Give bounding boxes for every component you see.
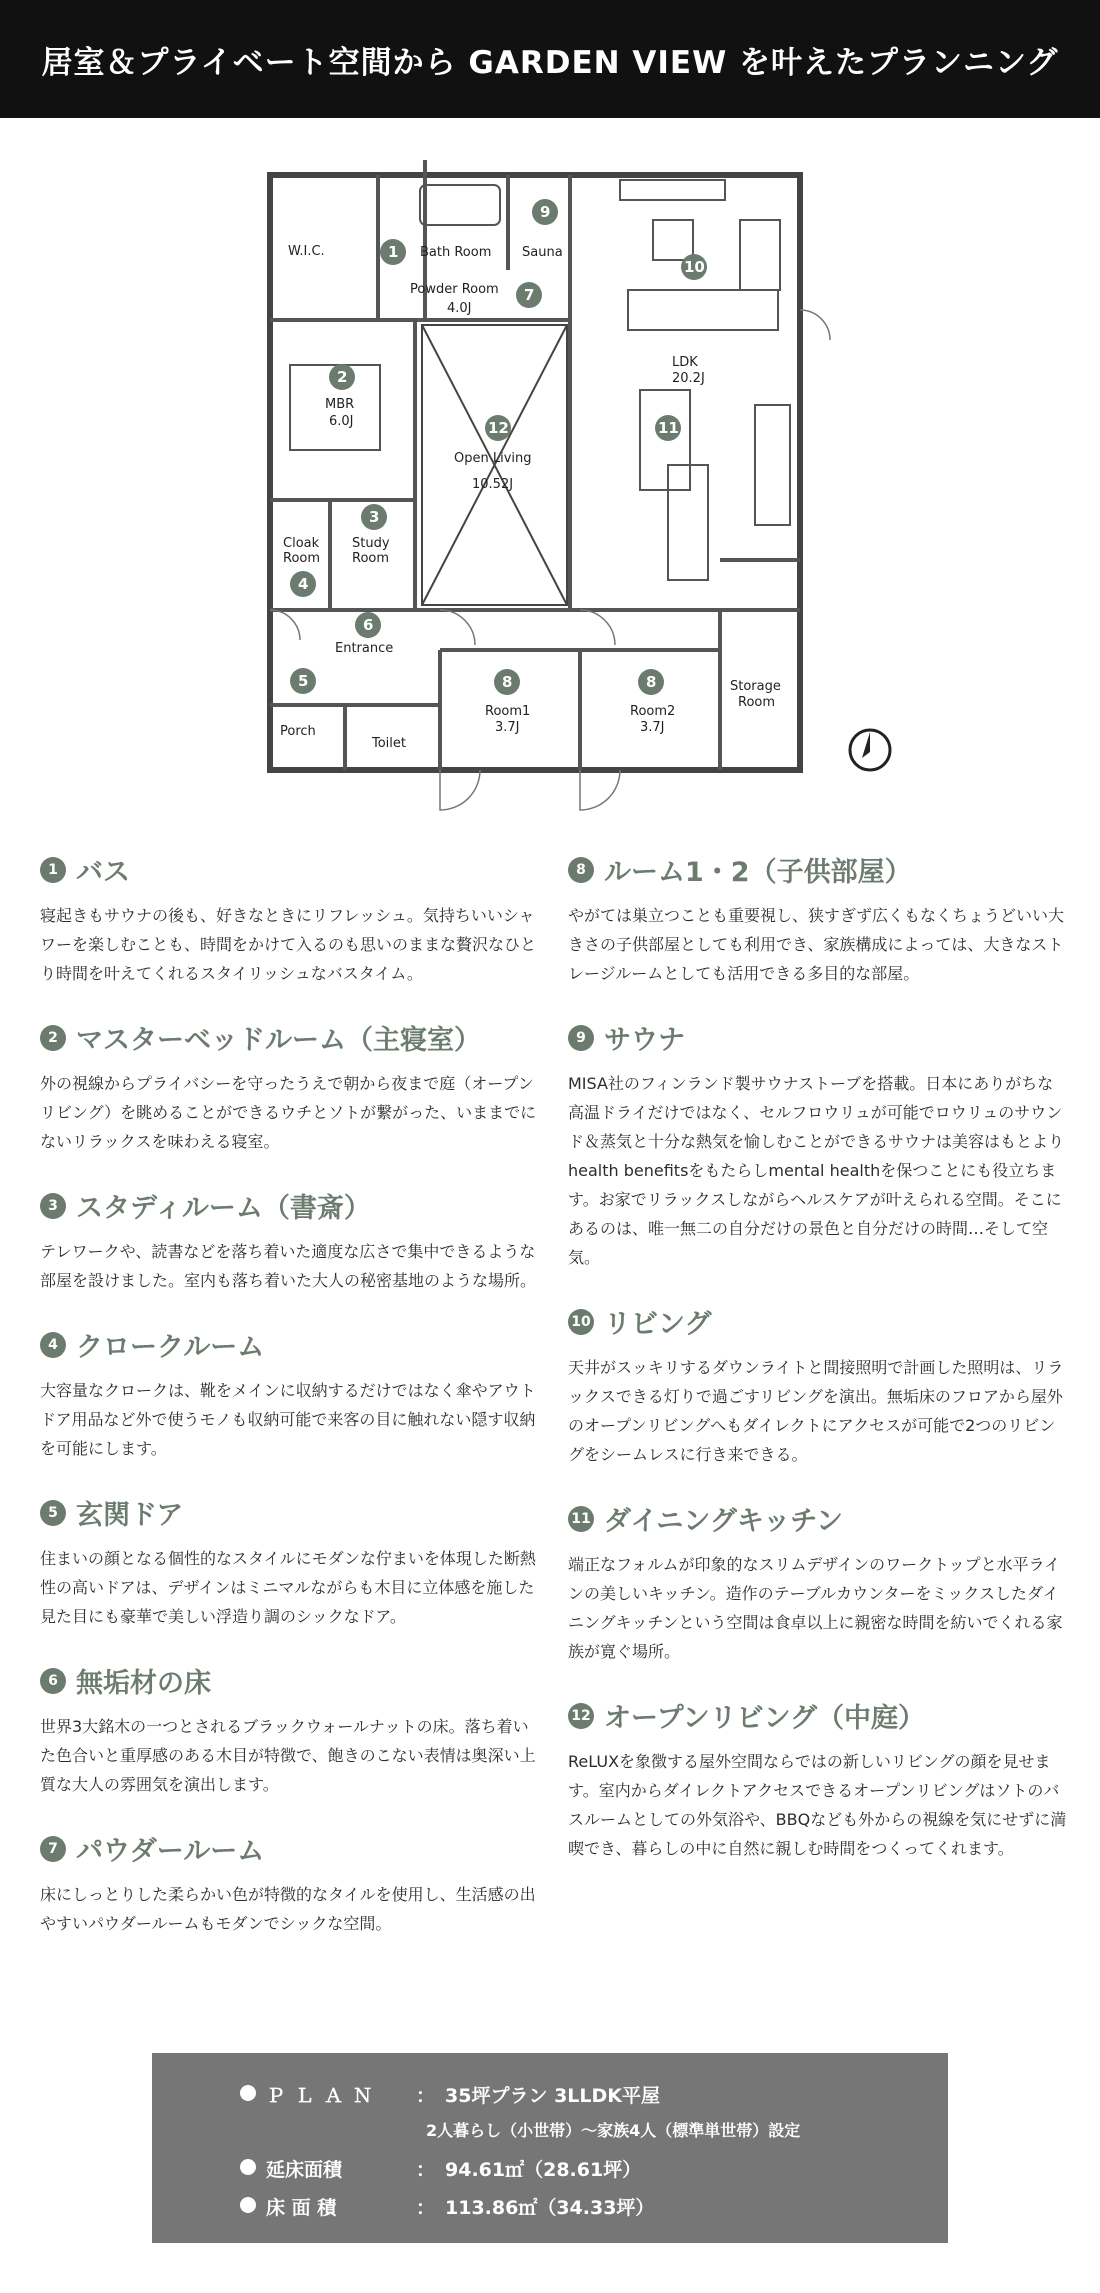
floor-plan bbox=[0, 160, 1100, 820]
room-label: LDK bbox=[672, 355, 698, 370]
room-label: Room bbox=[352, 551, 390, 566]
section-body: 端正なフォルムが印象的なスリムデザインのワークトップと水平ラインの美しいキッチン。造作のテーブルカウンターをミックスしたダイニングキッチンという空間は食卓以上に親密な時間を紡いでくれる家族が寛ぐ場所。 bbox=[568, 1555, 1063, 1661]
section-title: クロークルーム bbox=[76, 1332, 265, 1363]
section-title: リビング bbox=[604, 1309, 712, 1340]
plan-info-box bbox=[152, 2053, 948, 2243]
badge-number: 10 bbox=[684, 258, 705, 276]
section-bath bbox=[40, 850, 540, 988]
room-label: Room1 bbox=[485, 704, 531, 719]
colon: ： bbox=[416, 2159, 436, 2181]
room-label: W.I.C. bbox=[288, 244, 325, 259]
section-number-badge: 3 bbox=[40, 1193, 66, 1219]
badge-number: 5 bbox=[298, 672, 309, 690]
badge-number: 11 bbox=[658, 419, 679, 437]
section-title: パウダールーム bbox=[76, 1836, 265, 1867]
bullet-icon bbox=[240, 2197, 256, 2213]
badge-number: 9 bbox=[540, 203, 551, 221]
room-size: 3.7J bbox=[640, 720, 665, 735]
room-size: 10.52J bbox=[472, 477, 514, 492]
section-open-living bbox=[568, 1696, 1068, 1863]
left-column bbox=[40, 850, 540, 1968]
room-label: Open Living bbox=[454, 451, 532, 466]
section-dining-kitchen bbox=[568, 1499, 1068, 1666]
bullet-icon bbox=[240, 2085, 256, 2101]
section-number-badge: 5 bbox=[40, 1500, 66, 1526]
plan-badges bbox=[290, 199, 707, 695]
section-number-badge: 8 bbox=[568, 857, 594, 883]
room-size: 4.0J bbox=[447, 301, 472, 316]
section-body: テレワークや、読書などを落ち着いた適度な広さで集中できるような部屋を設けました。室内も落ち着いた大人の秘密基地のような場所。 bbox=[40, 1242, 537, 1290]
section-number-badge: 10 bbox=[568, 1309, 594, 1335]
section-title: ルーム1・2（子供部屋） bbox=[604, 857, 912, 888]
section-sauna bbox=[568, 1018, 1068, 1272]
section-body: 外の視線からプライバシーを守ったうえで朝から夜まで庭（オープンリビング）を眺めることができるウチとソトが繋がった、いままでにないリラックスを味わえる寝室。 bbox=[40, 1074, 537, 1151]
section-number-badge: 7 bbox=[40, 1836, 66, 1862]
badge-number: 6 bbox=[363, 616, 374, 634]
room-label: Study bbox=[352, 536, 390, 551]
badge-number: 2 bbox=[337, 368, 348, 386]
section-title: オープンリビング（中庭） bbox=[604, 1703, 926, 1734]
bullet-icon bbox=[240, 2159, 256, 2175]
right-column bbox=[568, 850, 1068, 1893]
section-body: 床にしっとりした柔らかい色が特徴的なタイルを使用し、生活感の出やすいパウダールームもモダンでシックな空間。 bbox=[40, 1885, 536, 1933]
room-label: Room bbox=[738, 695, 776, 710]
room-label: Sauna bbox=[522, 245, 563, 260]
page-header bbox=[0, 0, 1100, 118]
floor-area-label: 床 面 積 bbox=[266, 2197, 337, 2219]
room-size: 6.0J bbox=[329, 414, 354, 429]
colon: ： bbox=[416, 2085, 436, 2107]
room-size: 3.7J bbox=[495, 720, 520, 735]
section-title: 無垢材の床 bbox=[76, 1668, 211, 1699]
section-master-bedroom bbox=[40, 1018, 540, 1156]
section-number-badge: 9 bbox=[568, 1025, 594, 1051]
section-body: 大容量なクロークは、靴をメインに収納するだけではなく傘やアウトドア用品など外で使うモノも収納可能で来客の目に触れない隠す収納を可能にします。 bbox=[40, 1381, 536, 1458]
page-title: 居室＆プライベート空間から GARDEN VIEW を叶えたプランニング bbox=[41, 44, 1059, 81]
section-body: MISA社のフィンランド製サウナストーブを搭載。日本にありがちな高温ドライだけではなく、セルフロウリュが可能でロウリュのサウンド＆蒸気と十分な熱気を愉しむことができるサウナは美容はもとよりhealth benefitsをもたらしmental healthを保つことにも役立ちます。お家でリラックスしながらヘルスケアが叶えられる空間。そこにあるのは、唯一無二の自分だけの景色と自分だけの時間…そして空気。 bbox=[568, 1074, 1065, 1267]
floor-area-value: 113.86㎡（34.33坪） bbox=[445, 2197, 655, 2219]
room-label: Cloak bbox=[283, 536, 320, 551]
room-label: Powder Room bbox=[410, 282, 499, 297]
section-floor bbox=[40, 1661, 540, 1799]
section-title: サウナ bbox=[604, 1025, 685, 1056]
section-body: ReLUXを象徴する屋外空間ならではの新しいリビングの顔を見せます。室内からダイレクトアクセスできるオープンリビングはソトのバスルームとしての外気浴や、BBQなども外からの視線を気にせずに満喫でき、暮らしの中に自然に親しむ時間をつくってくれます。 bbox=[568, 1752, 1067, 1858]
room-label: Porch bbox=[280, 724, 316, 739]
section-title: 玄関ドア bbox=[76, 1500, 184, 1531]
room-label: MBR bbox=[325, 397, 355, 412]
room-label: Room2 bbox=[630, 704, 676, 719]
section-body: 世界3大銘木の一つとされるブラックウォールナットの床。落ち着いた色合いと重厚感のある木目が特徴で、飽きのこない表情は奥深い上質な大人の雰囲気を演出します。 bbox=[40, 1717, 536, 1794]
section-title: ダイニングキッチン bbox=[604, 1506, 843, 1537]
badge-number: 8 bbox=[646, 673, 657, 691]
badge-number: 3 bbox=[369, 508, 380, 526]
plan-label: ＰＬＡＮ bbox=[266, 2085, 383, 2107]
badge-number: 7 bbox=[524, 286, 535, 304]
room-label: Bath Room bbox=[420, 245, 492, 260]
section-number-badge: 2 bbox=[40, 1025, 66, 1051]
section-door bbox=[40, 1493, 540, 1631]
badge-number: 4 bbox=[298, 575, 309, 593]
plan-value: 35坪プラン 3LLDK平屋 bbox=[445, 2085, 660, 2107]
room-size: 20.2J bbox=[672, 371, 705, 386]
total-floor-area-value: 94.61㎡（28.61坪） bbox=[445, 2159, 642, 2181]
section-number-badge: 11 bbox=[568, 1506, 594, 1532]
section-number-badge: 12 bbox=[568, 1703, 594, 1729]
total-floor-area-label: 延床面積 bbox=[266, 2159, 343, 2181]
badge-number: 8 bbox=[502, 673, 513, 691]
badge-number: 12 bbox=[488, 419, 509, 437]
badge-number: 1 bbox=[388, 243, 399, 261]
plan-subtitle: 2人暮らし（小世帯）～家族4人（標準単世帯）設定 bbox=[426, 2121, 801, 2140]
colon: ： bbox=[416, 2197, 436, 2219]
section-body: 寝起きもサウナの後も、好きなときにリフレッシュ。気持ちいいシャワーを楽しむことも、時間をかけて入るのも思いのままな贅沢なひとり時間を叶えてくれるスタイリッシュなバスタイム。 bbox=[40, 906, 537, 983]
section-living bbox=[568, 1302, 1068, 1469]
section-number-badge: 4 bbox=[40, 1332, 66, 1358]
section-powder bbox=[40, 1829, 540, 1938]
section-study bbox=[40, 1186, 540, 1295]
section-title: バス bbox=[76, 857, 130, 888]
section-body: やがては巣立つことも重要視し、狭すぎず広くもなくちょうどいい大きさの子供部屋としても利用でき、家族構成によっては、大きなストレージルームとしても活用できる多目的な部屋。 bbox=[568, 906, 1065, 983]
section-number-badge: 1 bbox=[40, 857, 66, 883]
section-title: スタディルーム（書斎） bbox=[76, 1193, 371, 1224]
section-rooms bbox=[568, 850, 1068, 988]
section-title: マスターベッドルーム（主寝室） bbox=[76, 1025, 481, 1056]
room-label: Entrance bbox=[335, 641, 394, 656]
section-cloak bbox=[40, 1325, 540, 1463]
section-body: 天井がスッキリするダウンライトと間接照明で計画した照明は、リラックスできる灯りで過ごすリビングを演出。無垢床のフロアから屋外のオープンリビングへもダイレクトにアクセスが可能で2つのリビングをシームレスに行き来できる。 bbox=[568, 1358, 1064, 1464]
room-label: Room bbox=[283, 551, 321, 566]
room-label: Storage bbox=[730, 679, 781, 694]
section-body: 住まいの顔となる個性的なスタイルにモダンな佇まいを体現した断熱性の高いドアは、デザインはミニマルながらも木目に立体感を施した見た目にも豪華で美しい浮造り調のシックなドア。 bbox=[40, 1549, 536, 1626]
section-number-badge: 6 bbox=[40, 1668, 66, 1694]
room-label: Toilet bbox=[372, 736, 407, 751]
